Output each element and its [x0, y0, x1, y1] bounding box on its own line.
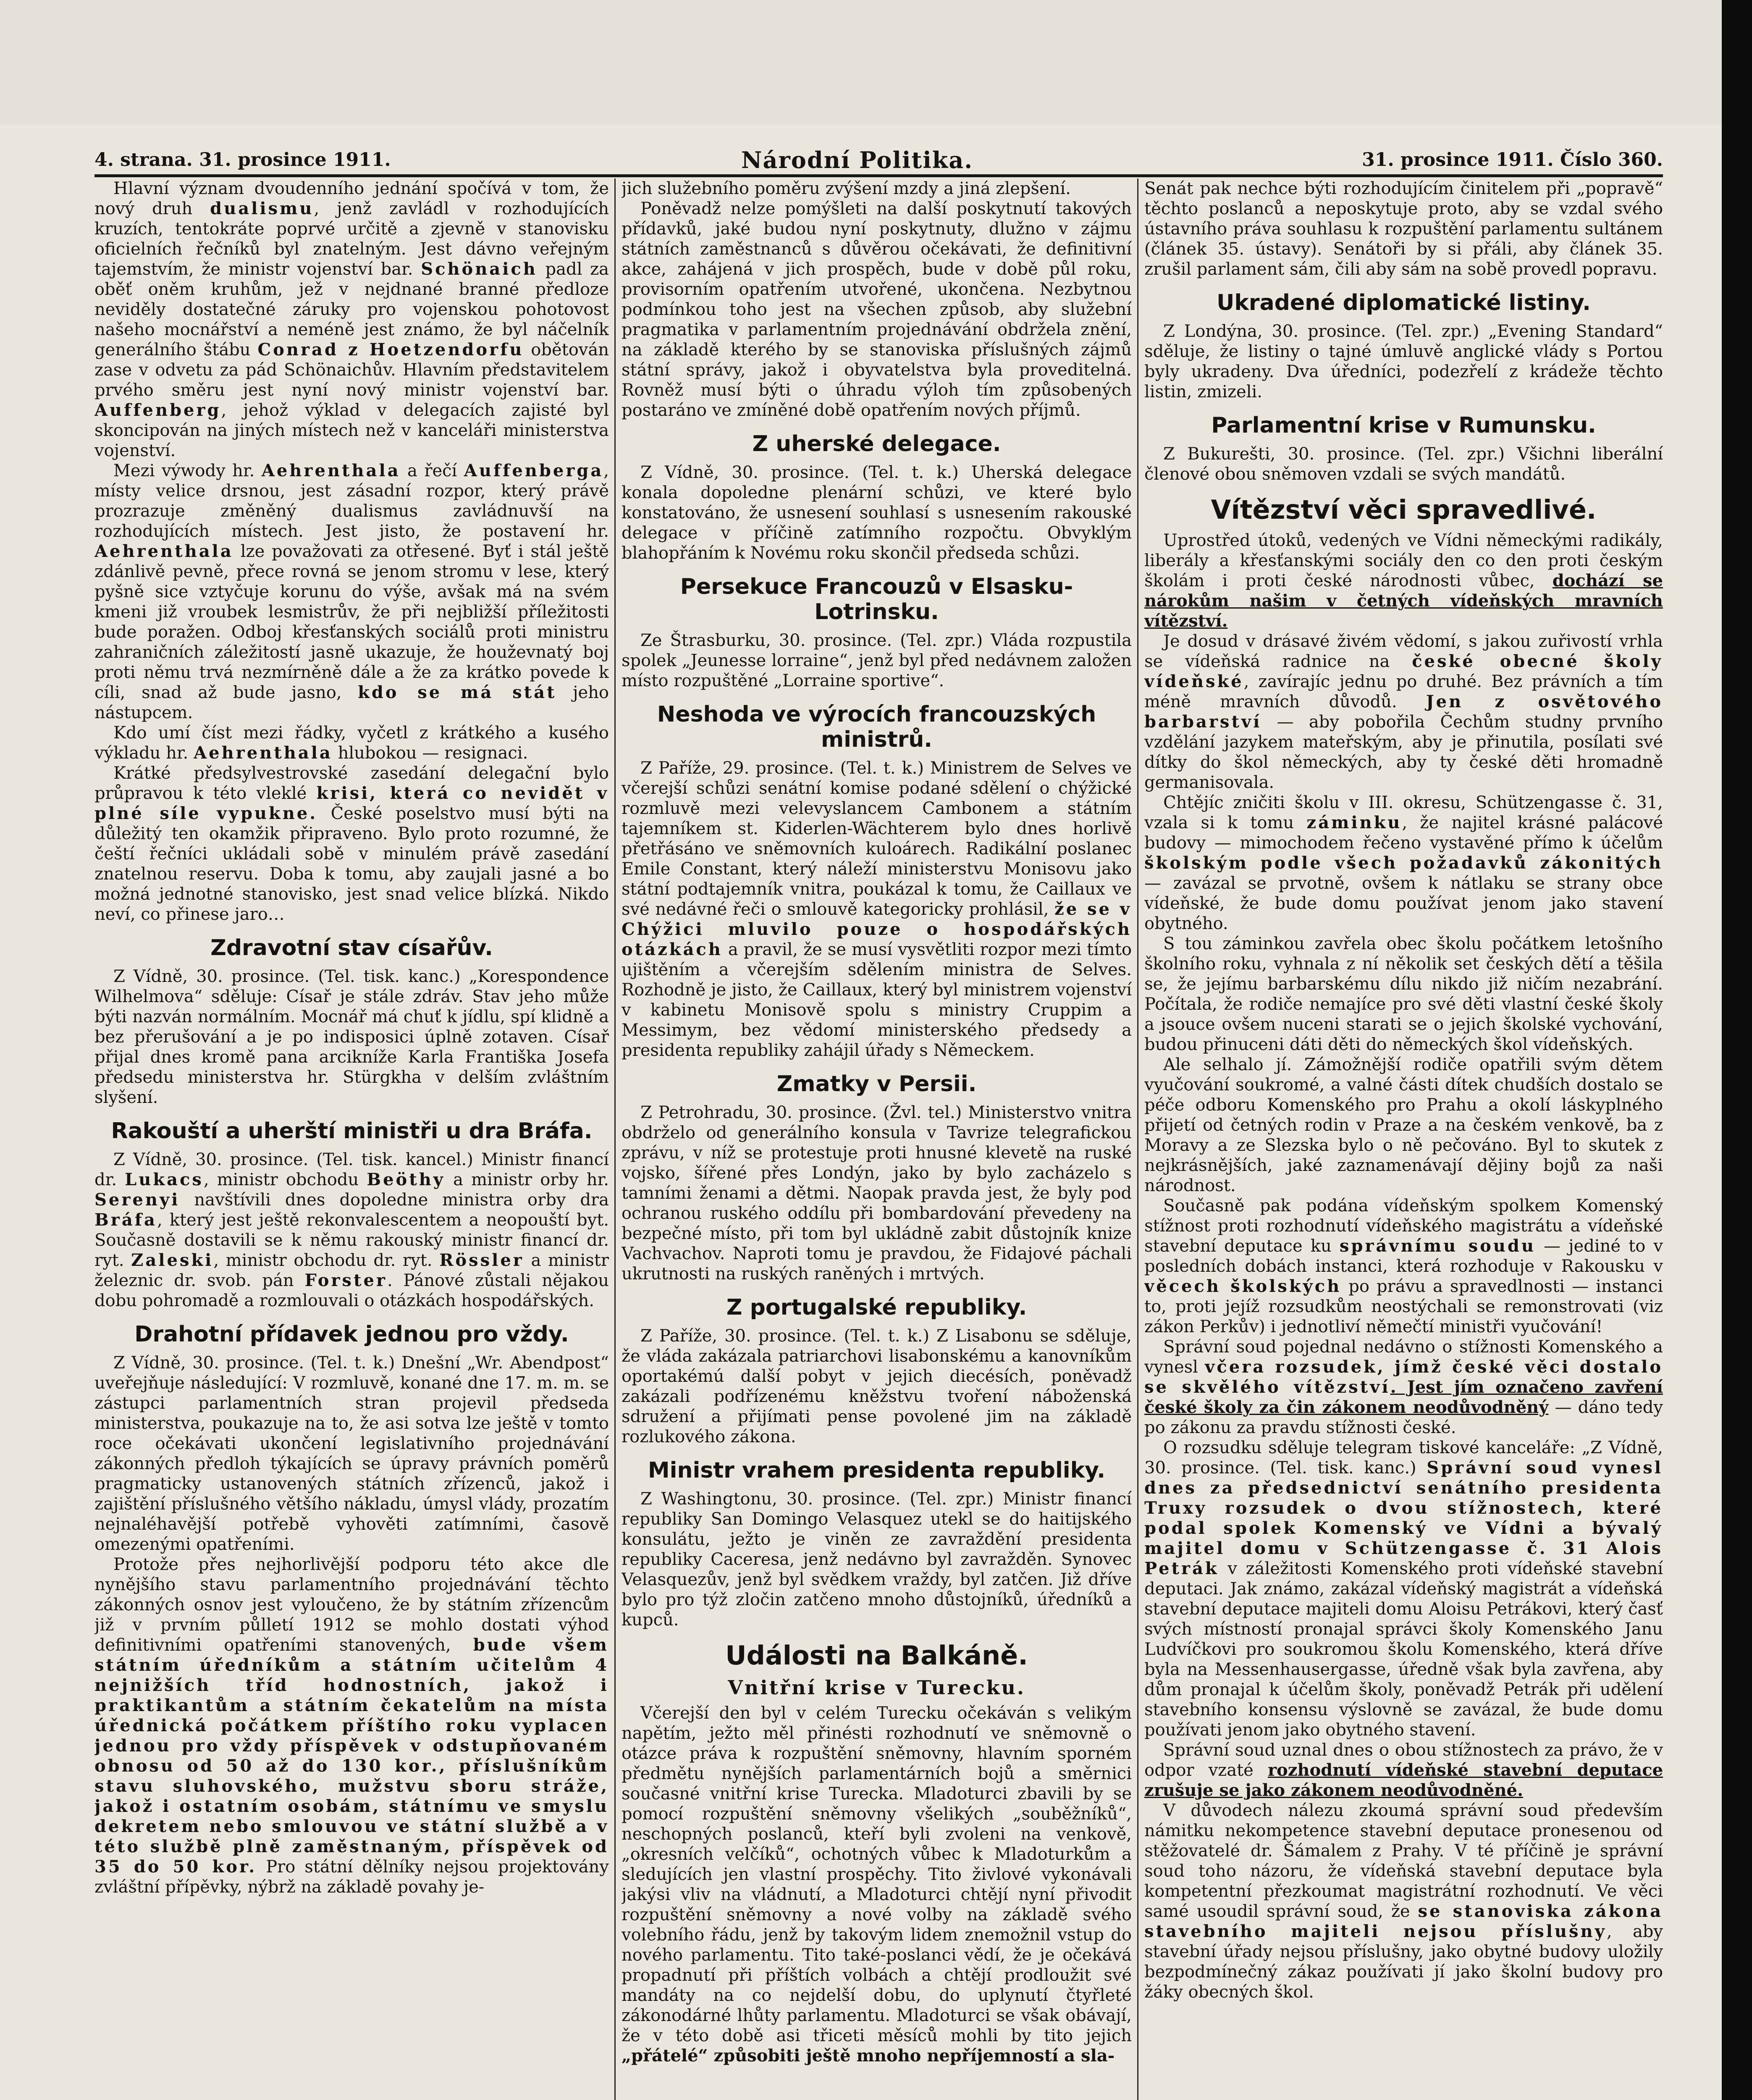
article-heading: Zmatky v Persii. [776, 1071, 977, 1097]
column-rule [1137, 178, 1138, 2100]
article-heading: Neshoda ve výrocích francouzských ministrů. [657, 702, 1096, 752]
column-rule [614, 178, 616, 2100]
top-margin [0, 0, 1722, 126]
paragraph: Včerejší den byl v celém Turecku očekáván s velikým napětím, ježto měl přinésti rozhodnutí ve sněmovně o otázce práva k rozpuštění sněmovny, hlavním sporném předmětu nynějších parlamentárních bojů a směrnici současné vnitřní krise Turecka. Mladoturci zbavili by se pomocí rozpuštění sněmovny všelikých „souběžníků“, neschopných poslanců, kteří byli zvoleni na venkově, „okresních velčíků“, ochotných vůbec k Mladoturkům a sledujících jen vlastní prospěchy. Tito živlové vykonávali jakýsi vliv na vládnutí, a Mladoturci chtějí nyní přivodit rozpuštění sněmovny a nové volby na základě svého volebního řádu, jenž by takovým lidem znemožnil vstup do nového parlamentu. Tito také-poslanci vědí, že je očekává propadnutí při příštích volbách a chtějí prodloužit své mandáty na co nejdelší dobu, do uplynutí čtyřleté zákonodárné lhůty parlamentu. Mladoturci se však obávají, že v této době asi třiceti měsíců mohli by tito jejich „přátelé“ způsobiti ještě mnoho nepříjemností a sla- [622, 1704, 1132, 2066]
paragraph: Z Washingtonu, 30. prosince. (Tel. zpr.) Ministr financí republiky San Domingo Velasquez utekl se do haitijského konsulátu, ježto je viněn ze zavraždění presidenta republiky Caceresa, jenž nedávno byl zavražděn. Synovec Velasquezův, jenž byl svědkem vraždy, byl zatčen. Již dříve bylo pro týž zločin zatčeno mnoho důstojníků, úředníků a kupců. [622, 1489, 1132, 1630]
paragraph: Ze Štrasburku, 30. prosince. (Tel. zpr.) Vláda rozpustila spolek „Jeunesse lorraine“, jenž byl před nedávnem založen místo rozpuštěné „Lorraine sportive“. [622, 631, 1132, 690]
header-date-left: 4. strana. 31. prosince 1911. [94, 149, 391, 171]
paragraph: Uprostřed útoků, vedených ve Vídni německými radikály, liberály a křesťanskými sociály den co den proti českým školám i proti české národnosti vůbec, dochází se nárokům našim v četných vídeňských mravních vítězství. [1144, 531, 1663, 631]
article-heading: Z portugalské republiky. [726, 1295, 1027, 1320]
page-header [94, 145, 1663, 177]
article-heading: Parlamentní krise v Rumunsku. [1211, 413, 1596, 438]
paragraph: S tou záminkou zavřela obec školu počátkem letošního školního roku, vyhnala z ní několik set českých dětí a těšila se, že jejímu barbarskému dílu nikdo již ničím nezabrání. Počítala, že rodiče nemajíce pro své děti vlastní české školy a jsouce ovšem nuceni starati se o jejich školské vychování, budou přinuceni dáti děti do německých škol vídeňských. [1144, 934, 1663, 1054]
paragraph: Z Vídně, 30. prosince. (Tel. tisk. kancel.) Ministr financí dr. Lukacs, ministr obchodu Beöthy a ministr orby hr. Serenyi navštívili dnes dopoledne ministra orby dra Bráfa, který jest ještě rekonvalescentem a neopouští byt. Současně dostavili se k němu rakouský ministr financí dr. ryt. Zaleski, ministr obchodu dr. ryt. Rössler a ministr železnic dr. svob. pán Forster. Pánové zůstali nějakou dobu pohromadě a rozmlouvali o otázkách hospodářských. [94, 1150, 609, 1310]
article-heading: Zdravotní stav císařův. [210, 935, 493, 961]
paragraph: Poněvadž nelze pomýšleti na další poskytnutí takových přídavků, jaké budou nyní poskytnuty, dlužno v zájmu státních zaměstnanců s důvěrou očekávati, že definitivní akce, zahájená v jich prospěch, bude v době půl roku, provisorním opatřením utvořené, ukončena. Nezbytnou podmínkou toho jest na všechen způsob, aby služební pragmatika v parlamentním projednávání obdržela znění, na základě kterého by se stanoviska příslušných zájmů státní správy, jakož i obyvatelstva byla proveditelná. Rovněž musí býti o úhradu výloh tím způsobených postaráno ve zmíněné době opatřením nových příjmů. [622, 199, 1132, 420]
paragraph: Hlavní význam dvoudenního jednání spočívá v tom, že nový druh dualismu, jenž zavládl v rozhodujících kruzích, tentokráte poprvé určitě a zjevně v stanovisku oficielních řečníků byl znatelným. Jest dávno veřejným tajemstvím, že ministr vojenství bar. Schönaich padl za oběť oněm kruhům, jež v nejdnané branné předloze neviděly dostatečné záruky pro vojenskou pohotovost našeho mocnářství a neméně jest známo, že byl náčelník generálního štábu Conrad z Hoetzendorfu obětován zase v odvetu za pád Schönaichův. Hlavním představitelem prvého směru jest nyní nový ministr vojenství bar. Auffenberg, jehož výklad v delegacích zajisté byl skoncipován na jiných místech než v kanceláři ministerstva vojenství. [94, 179, 609, 460]
column-2 [622, 178, 1132, 2100]
paragraph: Protože přes nejhorlivější podporu této akce dle nynějšího stavu parlamentního projednávání těchto zákonných osnov jest vyloučeno, že by státním zřízencům již v prvním půlletí 1912 se mohlo dostati výhod definitivními opatřeními stanovených, bude všem státním úředníkům a státním učitelům 4 nejnižších tříd hodnostních, jakož i praktikantům a státním čekatelům na místa úřednická počátkem příštího roku vyplacen jednou pro vždy příspěvek v odstupňovaném obnosu od 50 až do 130 kor., příslušníkům stavu sluhovského, mužstvu sboru stráže, jakož i ostatním osobám, státnímu ve smyslu dekretem nebo smlouvou ve státní službě a v této službě plně zaměstnaným, příspěvek od 35 do 50 kor. Pro státní dělníky nejsou projektovány zvláštní přípěvky, nýbrž na základě povahy je- [94, 1555, 609, 1897]
paragraph: Správní soud pojednal nedávno o stížnosti Komenského a vynesl včera rozsudek, jímž české věci dostalo se skvělého vítězství. Jest jím označeno zavření české školy za čin zákonem neodůvodněný — dáno tedy po zákonu za pravdu stížnosti české. [1144, 1337, 1663, 1437]
paragraph: Krátké předsylvestrovské zasedání delegační bylo průpravou k této vleklé krisi, která co nevidět v plné síle vypukne. České poselstvo musí býti na důležitý ten okamžik připraveno. Bylo proto rozumné, že čeští řečníci ukládali sobě v minulém právě zasedání znatelnou reservu. Doba k tomu, aby zaujali jasné a bo možná jednotné stanovisko, jest snad velice blízká. Nikdo neví, co přinese jaro… [94, 764, 609, 924]
article-subheading: Vnitřní krise v Turecku. [728, 1676, 1025, 1699]
paragraph: Je dosud v drásavé živém vědomí, s jakou zuřivostí vrhla se vídeňská radnice na české obecné školy vídeňské, zavírajíc jednu po druhé. Bez právních a tím méně mravních důvodů. Jen z osvětového barbarství — aby pobořila Čechům studny prvního vzdělání jazykem mateřským, aby je přinutila, posílati své dítky do škol německých, aby ty české děti hromadně germanisovala. [1144, 632, 1663, 792]
scan-edge [1722, 0, 1752, 2100]
article-heading: Rakouští a uherští ministři u dra Bráfa. [111, 1118, 593, 1144]
paragraph: Současně pak podána vídeňským spolkem Komenský stížnost proti rozhodnutí vídeňského magistrátu a vídeňské stavební deputace ku správnímu soudu — jediné to v posledních dobách instanci, která rozhoduje v Rakousku v věcech školských po právu a spravedlnosti — instanci to, proti jejíž rozsudkům neostýchali se remonstrovati (viz zákon Perkův) i jednotliví němečtí ministři vyučování! [1144, 1196, 1663, 1336]
paragraph: Z Paříže, 29. prosince. (Tel. t. k.) Ministrem de Selves ve včerejší schůzi senátní komise podané sdělení o chýžické rozmluvě mezi velevyslancem Cambonem a státním tajemníkem st. Kiderlen-Wächterem bylo dnes horlivě přetřásáno ve sněmovních kuloárech. Radikální poslanec Emile Constant, který náleží ministerstvu Monisovu jako státní podtajemník vnitra, poukázal k tomu, že Caillaux ve své nedávné řeči o smlouvě kategoricky prohlásil, že se v Chýžici mluvilo pouze o hospodářských otázkách a pravil, že se musí vysvětliti rozpor mezi tímto ujištěním a včerejším sdělením ministra de Selves. Rozhodně je jisto, že Caillaux, který byl ministrem vojenství v kabinetu Monisově spolu s ministry Cruppim a Messimym, bez vědomí ministerského předsedy a presidenta republiky zahájil úřady s Německem. [622, 759, 1132, 1060]
paragraph: Senát pak nechce býti rozhodujícím činitelem při „popravě“ těchto poslanců a neposkytuje proto, aby se vzdal svého ústavního práva souhlasu k rozpuštění parlamentu sultánem (článek 35. ústavy). Senátoři by si přáli, aby článek 35. zrušil parlament sám, čili aby sám na sobě provedl popravu. [1144, 179, 1663, 279]
paragraph: Z Vídně, 30. prosince. (Tel. tisk. kanc.) „Korespondence Wilhelmova“ sděluje: Císař je stále zdráv. Stav jeho může býti nazván normálním. Mocnář má chuť k jídlu, spí klidně a bez přerušování a je po indisposici úplně zotaven. Císař přijal dnes kromě pana arcikníže Karla Františka Josefa předsedu ministerstva hr. Stürgkha v delším zvláštním slyšení. [94, 967, 609, 1107]
paragraph: O rozsudku sděluje telegram tiskové kanceláře: „Z Vídně, 30. prosince. (Tel. tisk. kanc.) Správní soud vynesl dnes za předsednictví senátního presidenta Truxy rozsudek o dvou stížnostech, které podal spolek Komenský ve Vídni a bývalý majitel domu v Schützengasse č. 31 Alois Petrák v záležitosti Komenského proti vídeňské stavební deputaci. Jak známo, zakázal vídeňský magistrát a vídeňská stavební deputace majiteli domu Aloisu Petrákovi, který časť svých místností pronajal správci školy Komenského Janu Ludvíčkovi pro soukromou školu Komenského, která dříve byla na Messenhausergasse, úředně však byla zavřena, aby dům pronajal k účelům školy, poněvadž Petrák při udělení stavebního konsensu výslovně se zavázal, že bude domu používati jenom jako obytného stavení. [1144, 1438, 1663, 1740]
header-date-issue: 31. prosince 1911. Číslo 360. [1362, 149, 1663, 171]
paragraph: Z Petrohradu, 30. prosince. (Žvl. tel.) Ministerstvo vnitra obdrželo od generálního konsula v Tavrize telegrafickou zprávu, v níž se protestuje proti hnusné klevetě na ruské vojsko, šířené přes Londýn, jako by bylo zacházelo s tamními ženami a dětmi. Naopak pravda jest, že byly pod ochranou ruského oddílu při bombardování převedeny na bezpečné místo, při tom byl ukládně zabit důstojník knize Vachvachov. Naproti tomu je pravdou, že Fidajové páchali ukrutnosti na ruských raněných i mrtvých. [622, 1103, 1132, 1284]
article-heading: Ukradené diplomatické listiny. [1217, 290, 1591, 315]
paragraph: Mezi výwody hr. Aehrenthala a řečí Auffenberga, místy velice drsnou, jest zásadní rozpor, který právě prozrazuje změněný dualismus zavládnuvší na rozhodujících místech. Jest jisto, že postavení hr. Aehrenthala lze považovati za otřesené. Byť i stál ještě zdánlivě pevně, přece rovná se jenom stromu v lese, který pyšně sice vztyčuje korunu do výše, avšak má na svém kmeni již vroubek lesmistrův, že při nejbližší příležitosti bude poražen. Odboj křesťanských sociálů proti ministru zahraničních záležitostí jasně ukazuje, že houževnatý boj proti němu trvá nezmírněně dále a že za krátko povede k cíli, snad až bude jasno, kdo se má stát jeho nástupcem. [94, 461, 609, 722]
section-heading: Události na Balkáně. [725, 1640, 1028, 1671]
paragraph: jich služebního poměru zvýšení mzdy a jiná zlepšení. [622, 179, 1071, 198]
article-heading: Z uherské delegace. [752, 431, 1001, 457]
paragraph: Chtějíc zničiti školu v III. okresu, Schützengasse č. 31, vzala si k tomu záminku, že najitel krásné palácové budovy — mimochodem řečeno vystavěné přímo k účelům školským podle všech požadavků zákonitých — zavázal se prvotně, ovšem k nátlaku se strany obce vídeňské, že bude domu používat jenom jako stavení obytného. [1144, 793, 1663, 933]
paragraph: Z Vídně, 30. prosince. (Tel. t. k.) Uherská delegace konala dopoledne plenární schůzi, ve které bylo konstatováno, že usnesení souhlasí s usnesením rakouské delegace v příčině zatímního rozpočtu. Obvyklým blahopřáním k Novému roku skončil předseda schůzi. [622, 463, 1132, 563]
paragraph: Ale selhalo jí. Zámožnější rodiče opatřili svým dětem vyučování soukromé, a valné části dítek chudších dostalo se péče odboru Komenského pro Prahu a okolí láskyplného přijetí od četných rodin v Praze a na českém venkově, ba z Moravy a ze Slezska bylo o ně pečováno. Byl to skutek z nejkrásnějších, jaké zaznamenávají dějiny bojů za naši národnost. [1144, 1055, 1663, 1195]
paragraph: Z Paříže, 30. prosince. (Tel. t. k.) Z Lisabonu se sděluje, že vláda zakázala patriarchovi lisabonskému a kanovníkům oportakémú další pobyt v jejich diecésích, poněvadž zakázali podřízenému kněžstvu tvoření náboženská sdružení a přijímati pense povolené jim na základě rozlukového zákona. [622, 1326, 1132, 1446]
paragraph: Správní soud uznal dnes o obou stížnostech za právo, že v odpor vzaté rozhodnutí vídeňské stavební deputace zrušuje se jako zákonem neodůvodněné. [1144, 1740, 1663, 1800]
column-1 [94, 178, 609, 2100]
article-heading: Persekuce Francouzů v Elsasku-Lotrinsku. [680, 574, 1073, 625]
paragraph: Kdo umí číst mezi řádky, vyčetl z krátkého a kusého výkladu hr. Aehrenthala hlubokou — resignaci. [94, 723, 609, 763]
article-heading: Vítězství věci spravedlivé. [1211, 494, 1597, 525]
column-3 [1144, 178, 1663, 2100]
paragraph: Z Bukurešti, 30. prosince. (Tel. zpr.) Všichni liberální členové obou sněmoven vzdali se svých mandátů. [1144, 444, 1663, 484]
paragraph: V důvodech nálezu zkoumá správní soud především námitku nekompetence stavební deputace pronesenou od stěžovatelé dr. Šámalem z Prahy. V té příčině je správní soud toho názoru, že vídeňská stavební deputace byla kompetentní přezkoumat magistrátní rozhodnutí. Ve věci samé usoudil správní soud, že se stanoviska zákona stavebního majiteli nejsou příslušny, aby stavební úřady nejsou příslušny, jako obytné budovy uložily bezpodmínečný zákaz používati jí jako školní budovy pro žáky obecných škol. [1144, 1801, 1663, 2002]
article-heading: Drahotní přídavek jednou pro vždy. [134, 1322, 569, 1347]
paragraph: Z Vídně, 30. prosince. (Tel. t. k.) Dnešní „Wr. Abendpost“ uveřejňuje následující: V rozmluvě, konané dne 17. m. m. se zástupci parlamentních stran projevil předseda ministerstva, poukazuje na to, že asi sotva lze ještě v tomto roce očekávati ukončení legislativního projednávání zákonných předloh týkajících se úpravy právních poměrů pragmaticky ustanovených státních zřízenců, jakož i zajištění příslušného většího nákladu, úmysl vlády, prozatím nejnaléhavější potřebě vyhověti zatímními, časově omezenými opatřeními. [94, 1353, 609, 1554]
article-heading: Ministr vrahem presidenta republiky. [648, 1458, 1106, 1483]
paragraph: Z Londýna, 30. prosince. (Tel. zpr.) „Evening Standard“ sděluje, že listiny o tajné úmluvě anglické vlády s Portou byly ukradeny. Dva úředníci, podezřelí z krádeže těchto listin, zmizeli. [1144, 322, 1663, 402]
masthead-title: Národní Politika. [741, 147, 973, 173]
